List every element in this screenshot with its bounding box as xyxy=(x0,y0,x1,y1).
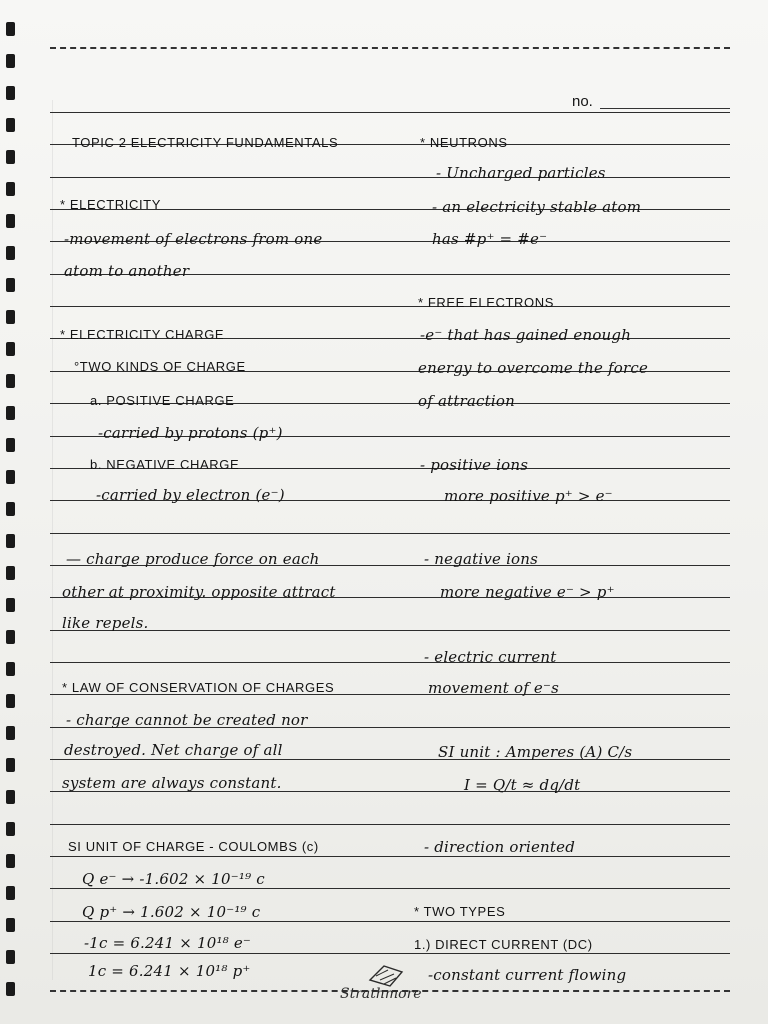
page-margin xyxy=(52,100,53,980)
binding-hole xyxy=(6,502,15,516)
note-line: other at proximity. opposite attract xyxy=(62,583,336,601)
brand-logo xyxy=(330,962,440,1012)
note-line: -carried by electron (e⁻) xyxy=(96,486,285,504)
ruled-line xyxy=(50,856,730,857)
binding-hole xyxy=(6,22,15,36)
note-line: - electric current xyxy=(424,648,557,666)
binding-hole xyxy=(6,598,15,612)
ruled-line xyxy=(50,921,730,922)
heading-free-electrons: * FREE ELECTRONS xyxy=(418,295,555,310)
binding-hole xyxy=(6,822,15,836)
formula-line: -1c = 6.241 × 10¹⁸ e⁻ xyxy=(84,934,252,952)
spiral-binding xyxy=(0,0,24,1024)
ruled-line xyxy=(50,306,730,307)
subheading-positive-charge: a. POSITIVE CHARGE xyxy=(90,393,235,408)
heading-si-unit-charge: SI UNIT OF CHARGE - COULOMBS (c) xyxy=(68,839,319,854)
note-line: - Uncharged particles xyxy=(436,164,606,182)
note-line: has #p⁺ = #e⁻ xyxy=(432,230,548,248)
binding-hole xyxy=(6,54,15,68)
formula-line: Q e⁻ → -1.602 × 10⁻¹⁹ c xyxy=(82,870,265,888)
note-line: destroyed. Net charge of all xyxy=(64,741,283,759)
ruled-line xyxy=(50,533,730,534)
note-line: -e⁻ that has gained enough xyxy=(420,326,632,344)
ruled-line xyxy=(50,953,730,954)
binding-hole xyxy=(6,790,15,804)
note-line: - direction oriented xyxy=(424,838,576,856)
binding-hole xyxy=(6,534,15,548)
brand-logo-icon xyxy=(366,962,406,988)
note-line: - positive ions xyxy=(420,456,529,474)
subheading-two-kinds: °TWO KINDS OF CHARGE xyxy=(74,359,246,374)
page-number-line xyxy=(600,108,730,109)
brand-name: Strathmore xyxy=(340,986,422,1002)
binding-hole xyxy=(6,982,15,996)
formula-line: Q p⁺ → 1.602 × 10⁻¹⁹ c xyxy=(82,903,261,921)
binding-hole xyxy=(6,726,15,740)
note-line: — charge produce force on each xyxy=(66,550,320,568)
page-number-label: no. xyxy=(572,93,593,110)
binding-hole xyxy=(6,854,15,868)
ruled-line xyxy=(50,824,730,825)
note-line: energy to overcome the force xyxy=(418,359,649,377)
binding-hole xyxy=(6,406,15,420)
heading-conservation-law: * LAW OF CONSERVATION OF CHARGES xyxy=(62,680,335,695)
binding-hole xyxy=(6,150,15,164)
ruled-line xyxy=(50,630,730,631)
note-line: more negative e⁻ > p⁺ xyxy=(440,583,615,601)
binding-hole xyxy=(6,86,15,100)
binding-hole xyxy=(6,950,15,964)
note-line: -carried by protons (p⁺) xyxy=(98,424,283,442)
binding-hole xyxy=(6,214,15,228)
binding-hole xyxy=(6,918,15,932)
note-line: -constant current flowing xyxy=(428,966,627,984)
binding-hole xyxy=(6,758,15,772)
binding-hole xyxy=(6,566,15,580)
note-line: like repels. xyxy=(62,614,149,632)
ruled-line xyxy=(50,662,730,663)
ruled-line xyxy=(50,177,730,178)
note-line: more positive p⁺ > e⁻ xyxy=(444,487,613,505)
note-line: movement of e⁻s xyxy=(428,679,560,697)
heading-electricity: * ELECTRICITY xyxy=(60,197,161,212)
binding-hole xyxy=(6,694,15,708)
subheading-negative-charge: b. NEGATIVE CHARGE xyxy=(90,457,240,472)
binding-hole xyxy=(6,278,15,292)
note-line: SI unit : Amperes (A) C/s xyxy=(438,743,633,761)
binding-hole xyxy=(6,438,15,452)
binding-hole xyxy=(6,310,15,324)
note-line: system are always constant. xyxy=(62,774,282,792)
binding-hole xyxy=(6,374,15,388)
note-line: -movement of electrons from one xyxy=(64,230,323,248)
formula-line: I = Q/t ≈ dq/dt xyxy=(464,776,581,794)
binding-hole xyxy=(6,118,15,132)
formula-line: 1c = 6.241 × 10¹⁸ p⁺ xyxy=(88,962,251,980)
binding-hole xyxy=(6,662,15,676)
binding-hole xyxy=(6,342,15,356)
note-line: atom to another xyxy=(64,262,190,280)
heading-electricity-charge: * ELECTRICITY CHARGE xyxy=(60,327,225,342)
ruled-line xyxy=(50,112,730,113)
top-dashed-border xyxy=(50,47,730,49)
subheading-direct-current: 1.) DIRECT CURRENT (DC) xyxy=(414,937,593,952)
ruled-line xyxy=(50,888,730,889)
topic-heading: TOPIC 2 ELECTRICITY FUNDAMENTALS xyxy=(72,135,339,150)
binding-hole xyxy=(6,182,15,196)
heading-two-types: * TWO TYPES xyxy=(414,904,506,919)
note-line: of attraction xyxy=(418,392,515,410)
note-line: - an electricity stable atom xyxy=(432,198,642,216)
heading-neutrons: * NEUTRONS xyxy=(420,135,508,150)
binding-hole xyxy=(6,630,15,644)
note-line: - negative ions xyxy=(424,550,539,568)
binding-hole xyxy=(6,246,15,260)
binding-hole xyxy=(6,886,15,900)
binding-hole xyxy=(6,470,15,484)
note-line: - charge cannot be created nor xyxy=(66,711,308,729)
